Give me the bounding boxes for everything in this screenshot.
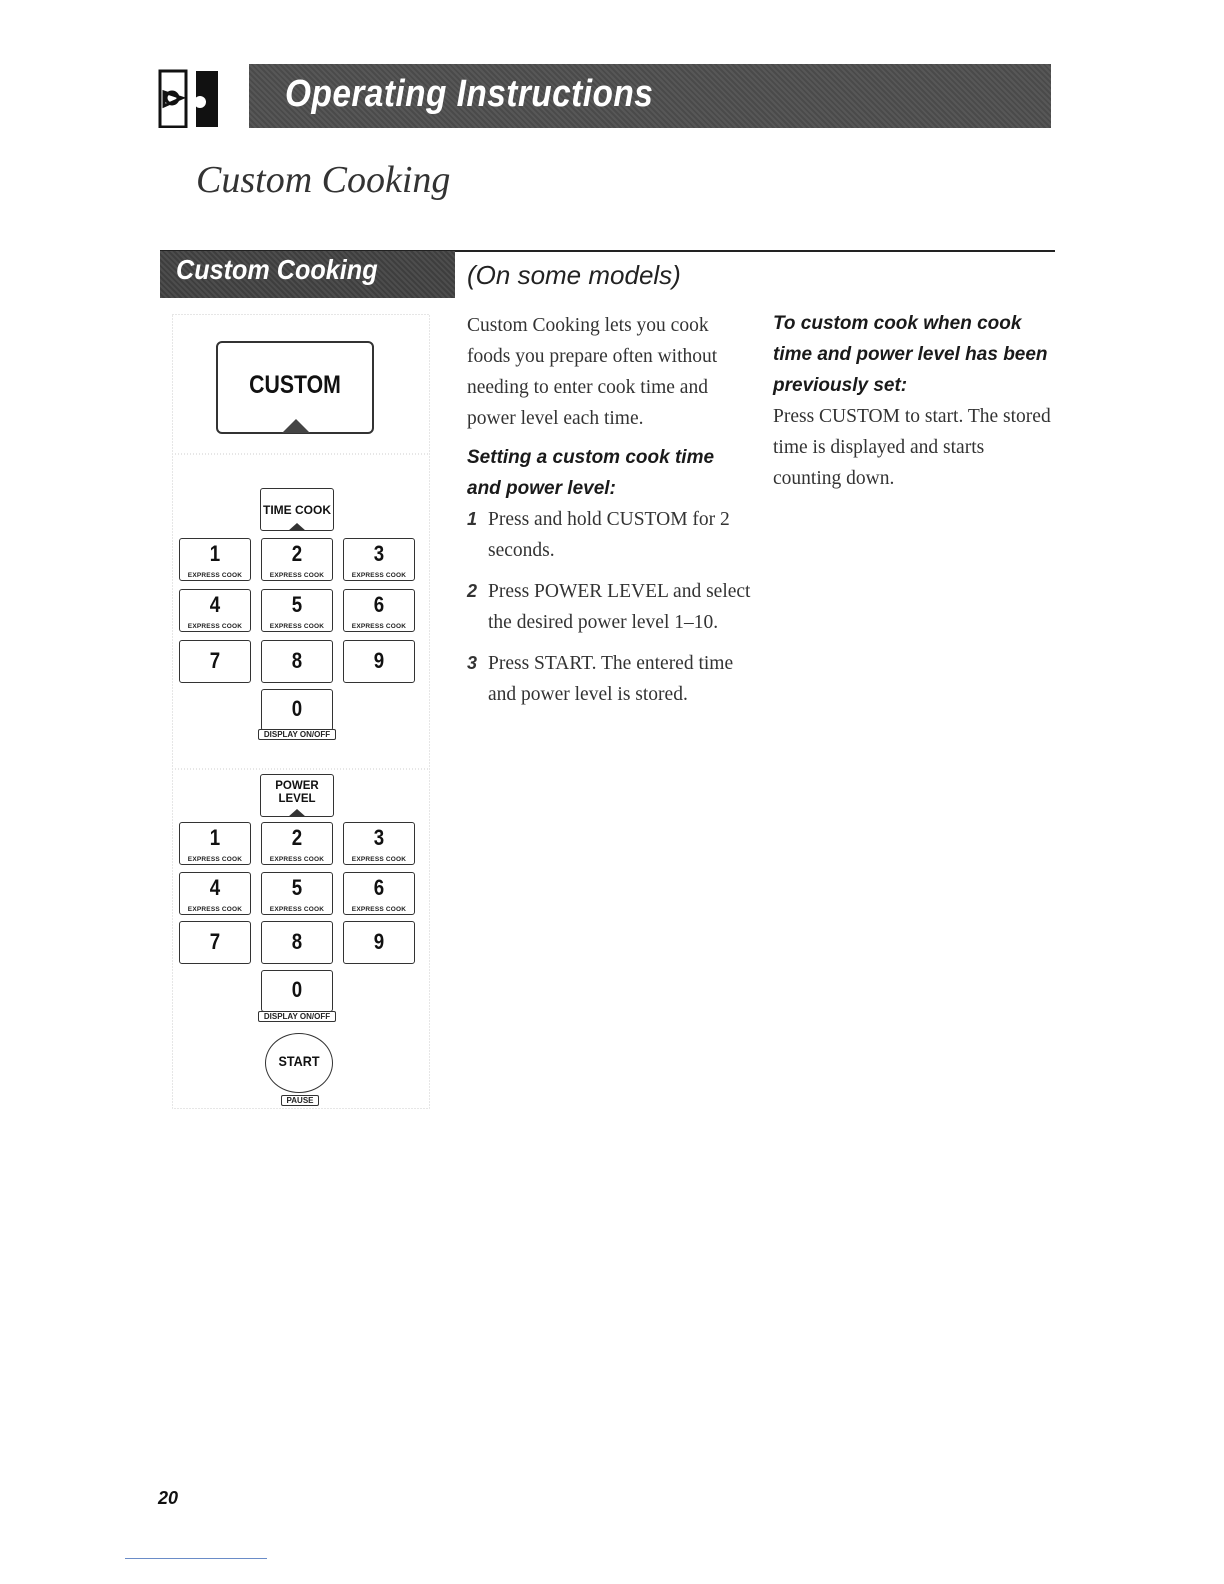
previously-set-column	[773, 308, 1053, 502]
key-3: 3 EXPRESS COOK	[343, 538, 415, 581]
page-title: Custom Cooking	[196, 159, 451, 201]
key-8: 8	[261, 921, 333, 964]
spoon-bowl-icon	[158, 68, 220, 128]
intro-text: Custom Cooking lets you cook foods you prepare often without needing to enter cook time and power level each time.	[467, 315, 718, 429]
pause-label: PAUSE	[281, 1095, 319, 1106]
step-1: 1 Press and hold CUSTOM for 2 seconds.	[467, 509, 730, 561]
previously-set-heading: To custom cook when cook time and power level has been previously set:	[773, 313, 1048, 396]
header-title: Operating Instructions	[285, 73, 654, 115]
key-9: 9	[343, 640, 415, 683]
step-2: 2 Press POWER LEVEL and select the desired power level 1–10.	[467, 581, 751, 633]
display-on-off-label: DISPLAY ON/OFF	[258, 1011, 336, 1022]
power-level-button: POWER LEVEL	[260, 774, 334, 817]
key-4: 4 EXPRESS COOK	[179, 589, 251, 632]
key-5: 5 EXPRESS COOK	[261, 872, 333, 915]
setting-heading: Setting a custom cook time and power level:	[467, 447, 715, 499]
custom-label: CUSTOM	[249, 371, 341, 399]
key-3: 3 EXPRESS COOK	[343, 822, 415, 865]
arrow-up-icon	[288, 809, 306, 817]
key-9: 9	[343, 921, 415, 964]
key-5: 5 EXPRESS COOK	[261, 589, 333, 632]
section-subtitle: (On some models)	[467, 260, 681, 290]
start-button	[265, 1033, 333, 1093]
arrow-up-icon	[282, 419, 310, 433]
previously-set-text: Press CUSTOM to start. The stored time is displayed and starts counting down.	[773, 406, 1051, 489]
keypad-illustration	[172, 314, 430, 1109]
key-7: 7	[179, 921, 251, 964]
key-1: 1 EXPRESS COOK	[179, 538, 251, 581]
instructions-column	[467, 310, 752, 710]
key-1: 1 EXPRESS COOK	[179, 822, 251, 865]
key-0: 0	[261, 970, 333, 1012]
step-3: 3 Press START. The entered time and power level is stored.	[467, 653, 734, 705]
start-label: START	[278, 1053, 320, 1069]
key-2: 2 EXPRESS COOK	[261, 538, 333, 581]
key-6: 6 EXPRESS COOK	[343, 872, 415, 915]
arrow-up-icon	[288, 523, 306, 531]
page-number: 20	[158, 1488, 179, 1508]
key-4: 4 EXPRESS COOK	[179, 872, 251, 915]
display-on-off-label: DISPLAY ON/OFF	[258, 729, 336, 740]
key-8: 8	[261, 640, 333, 683]
key-0: 0	[261, 689, 333, 731]
key-2: 2 EXPRESS COOK	[261, 822, 333, 865]
footer-rule	[125, 1558, 267, 1559]
key-6: 6 EXPRESS COOK	[343, 589, 415, 632]
time-cook-button	[260, 488, 334, 531]
section-tab-label: Custom Cooking	[176, 254, 378, 285]
time-cook-label: TIME COOK	[263, 503, 331, 517]
key-7: 7	[179, 640, 251, 683]
custom-button	[216, 341, 374, 434]
